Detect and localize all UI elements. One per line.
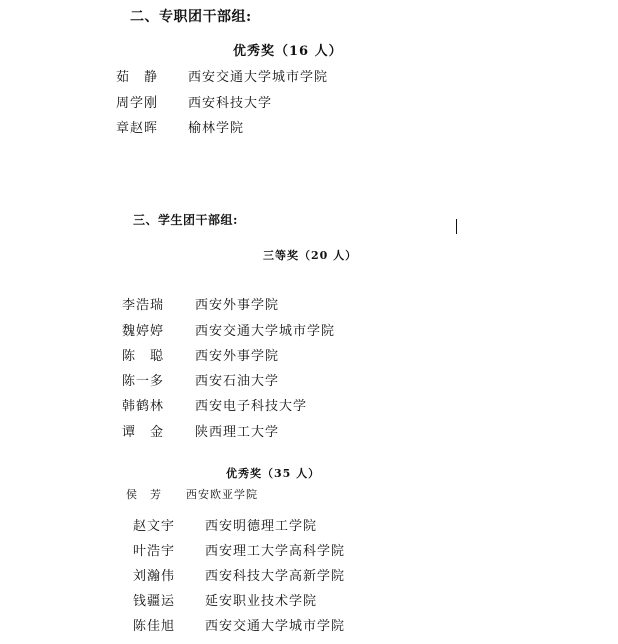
list-item-school: 西安交通大学城市学院 — [195, 324, 336, 339]
list-item-name: 陈一多 — [122, 374, 165, 389]
list-item-school: 西安外事学院 — [195, 349, 280, 364]
list-item-name: 钱疆运 — [133, 594, 176, 609]
list-item-school: 西安交通大学城市学院 — [188, 70, 329, 85]
award-title-third-20: 三等奖（20 人） — [263, 249, 358, 262]
section-heading-student: 三、学生团干部组: — [133, 213, 238, 227]
section-heading-full-time: 二、专职团干部组: — [130, 9, 252, 25]
list-item-school: 西安交通大学城市学院 — [205, 619, 346, 634]
list-item-name: 刘瀚伟 — [133, 569, 176, 584]
list-item-name: 章赵晖 — [116, 121, 159, 136]
list-item-name: 侯 芳 — [126, 488, 162, 501]
list-item-name: 魏婷婷 — [122, 324, 165, 339]
award-title-excellent-16: 优秀奖（16 人） — [233, 44, 343, 59]
list-item-school: 西安石油大学 — [195, 374, 280, 389]
list-item-school: 西安欧亚学院 — [186, 488, 258, 501]
list-item-name: 叶浩宇 — [133, 544, 176, 559]
list-item-school: 西安电子科技大学 — [195, 399, 308, 414]
clipped-text-row — [120, 280, 370, 285]
list-item-name: 周学刚 — [116, 96, 159, 111]
text-cursor — [456, 219, 457, 234]
list-item-name: 赵文宇 — [133, 519, 176, 534]
list-item-school: 西安外事学院 — [195, 298, 280, 313]
list-item-school: 西安科技大学 — [188, 96, 273, 111]
list-item-name: 韩鹤林 — [122, 399, 165, 414]
list-item-name: 谭 金 — [122, 425, 165, 440]
award-title-excellent-35: 优秀奖（35 人） — [226, 467, 321, 480]
list-item-school: 榆林学院 — [188, 121, 245, 136]
list-item-name: 陈 聪 — [122, 349, 165, 364]
list-item-school: 延安职业技术学院 — [205, 594, 318, 609]
list-item-school: 西安科技大学高新学院 — [205, 569, 346, 584]
list-item-name: 陈佳旭 — [133, 619, 176, 634]
list-item-school: 西安理工大学高科学院 — [205, 544, 346, 559]
list-item-name: 李浩瑞 — [122, 298, 165, 313]
list-item-school: 陕西理工大学 — [195, 425, 280, 440]
list-item-name: 茹 静 — [116, 70, 159, 85]
list-item-school: 西安明德理工学院 — [205, 519, 318, 534]
